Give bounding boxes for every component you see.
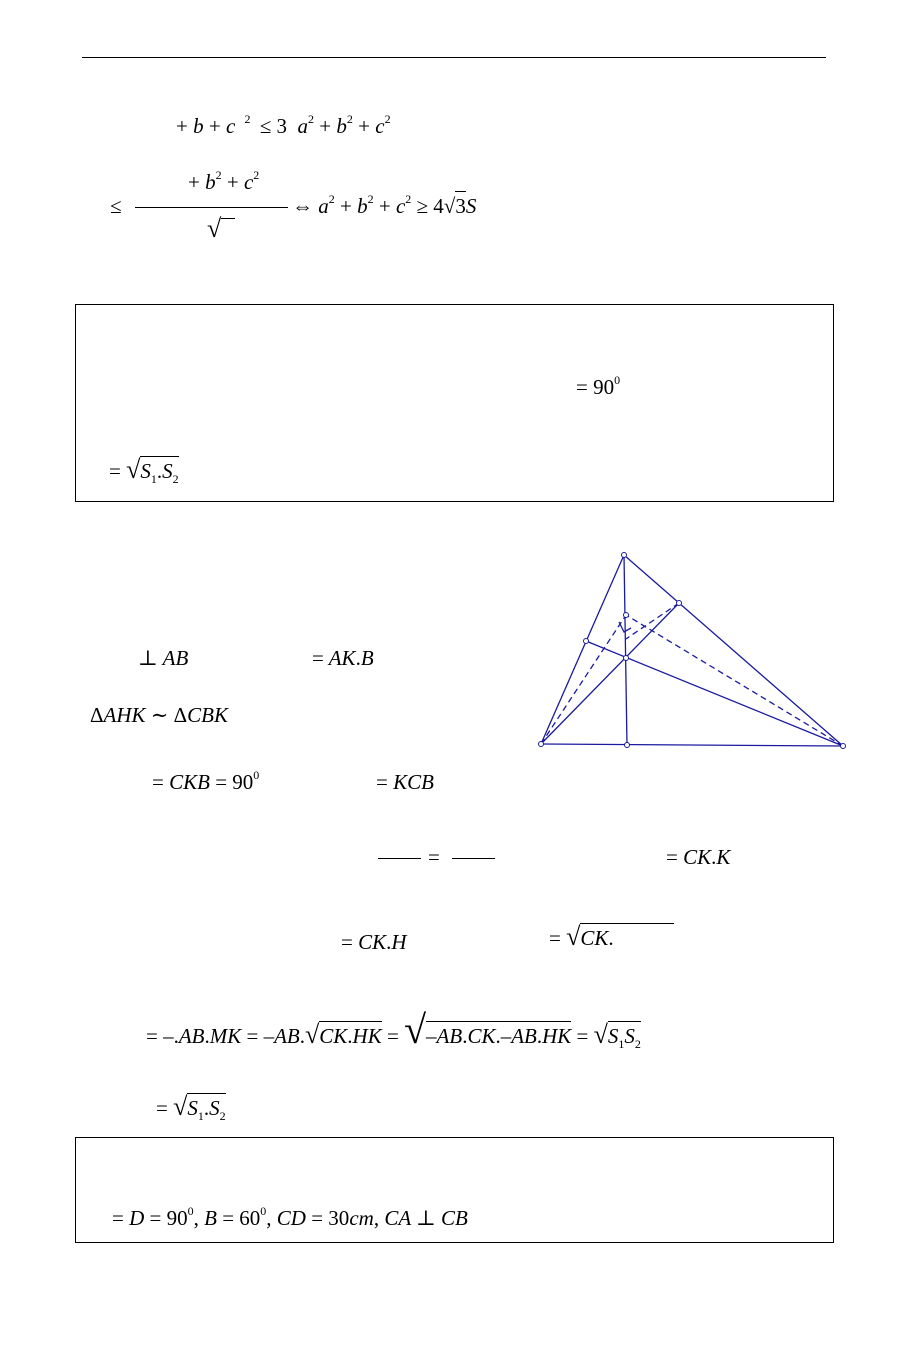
problem-box-1	[75, 304, 834, 502]
formula-2-numerator: + $b^2 + c^2$	[188, 168, 260, 194]
box2-line: = $D = 90^0$, $B = 60^0$, CD = 30cm, CA ⊥ CB	[112, 1204, 468, 1230]
line-2: ΔAHK ∼ ΔCBK	[90, 703, 228, 727]
fraction-bar-a	[378, 858, 421, 859]
line-6: = $-.AB.MK = -AB.√CK.HK = √-AB.CK.-AB.HK = √S_1S_2$	[146, 1007, 641, 1052]
line-1a: ⊥ AB	[138, 646, 189, 670]
box1-right-angle: = $90^0$	[576, 373, 621, 399]
formula-2-denominator: √	[207, 214, 235, 244]
problem-box-2	[75, 1137, 834, 1243]
line-5a: = CK.H	[341, 930, 407, 954]
fraction-bar	[135, 207, 288, 208]
formula-2-le: ≤	[110, 194, 122, 218]
frac-equals: =	[428, 845, 440, 869]
header-rule	[82, 57, 826, 58]
line-5b: = √CK.	[549, 922, 674, 952]
fraction-bar-b	[452, 858, 495, 859]
formula-1: + b + c $^2$ ≤ 3 $a^2 + b^2 + c^2$	[176, 112, 391, 138]
line-4b: = CK.K	[666, 845, 731, 869]
line-7: = $√S_1.S_2$	[156, 1092, 226, 1123]
formula-2-right: ⇔ $a^2 + b^2 + c^2 \ge 4√3S$	[292, 192, 477, 218]
box1-sqrt: = $√S_1.S_2$	[109, 455, 179, 486]
line-3a: = CKB = $90^0$	[152, 768, 260, 794]
line-3b: = KCB	[376, 770, 434, 794]
line-1b: = AK.B	[312, 646, 374, 670]
